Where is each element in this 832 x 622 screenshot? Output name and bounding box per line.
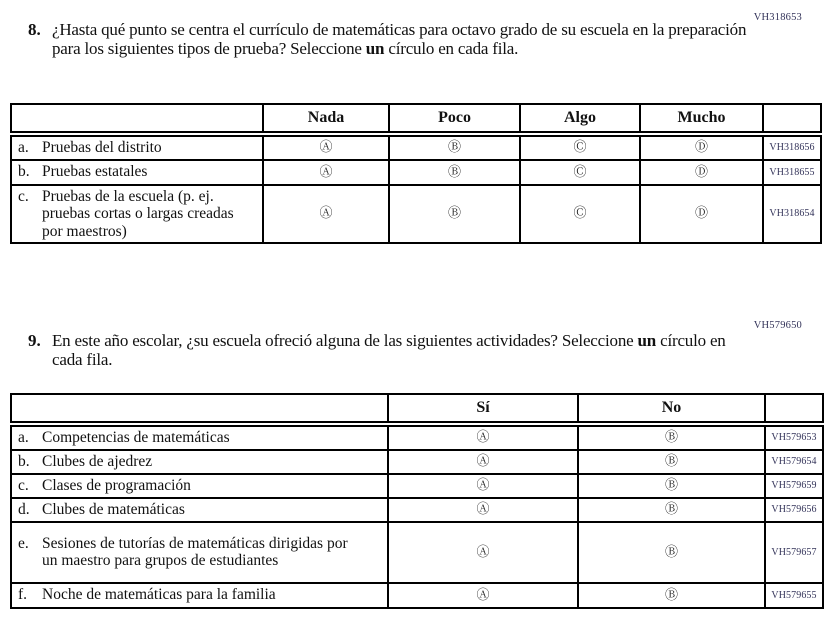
row-label-text: Competencias de matemáticas	[42, 429, 230, 446]
answer-bubble-a[interactable]: Ⓐ	[476, 502, 490, 517]
cell-poco	[389, 160, 520, 185]
cell-no	[578, 424, 765, 450]
row-accession-code: VH579655	[765, 583, 823, 608]
question8-number: 8.	[28, 20, 41, 39]
row-label-text: Clubes de ajedrez	[42, 452, 153, 470]
cell-no	[578, 474, 765, 498]
row-letter: a.	[18, 139, 29, 156]
answer-bubble-a[interactable]: Ⓐ	[319, 164, 333, 180]
table-row	[11, 450, 823, 474]
cell-si	[388, 424, 578, 450]
cell-nada	[263, 185, 389, 244]
answer-bubble-d[interactable]: Ⓓ	[694, 164, 708, 180]
answer-bubble-b[interactable]: Ⓑ	[447, 206, 461, 222]
table1-header-row	[11, 104, 821, 134]
row-accession-code: VH579653	[765, 424, 823, 450]
cell-algo	[520, 160, 640, 185]
cell-si	[388, 583, 578, 608]
answer-bubble-b[interactable]: Ⓑ	[664, 544, 678, 560]
table-row	[11, 185, 821, 244]
table1-header-mucho: Mucho	[640, 104, 763, 134]
answer-bubble-b[interactable]: Ⓑ	[664, 502, 678, 517]
table-row	[11, 134, 821, 160]
row-letter: d.	[18, 500, 30, 518]
row-label	[11, 450, 388, 474]
row-label	[11, 498, 388, 522]
row-letter: c.	[18, 187, 29, 205]
cell-si	[388, 450, 578, 474]
cell-poco	[389, 185, 520, 244]
answer-bubble-b[interactable]: Ⓑ	[664, 587, 678, 603]
cell-nada	[263, 160, 389, 185]
answer-bubble-b[interactable]: Ⓑ	[447, 140, 461, 156]
answer-bubble-c[interactable]: Ⓒ	[573, 140, 587, 156]
question8-stem-emphasis: un	[365, 39, 385, 58]
row-label	[11, 160, 263, 185]
question9-response-table	[10, 393, 824, 609]
row-accession-code: VH318655	[763, 160, 821, 185]
row-letter: b.	[18, 163, 30, 181]
question9	[28, 331, 752, 369]
row-letter: e.	[18, 534, 29, 552]
table2-header-no: No	[578, 394, 765, 424]
cell-si	[388, 522, 578, 583]
row-accession-code: VH579657	[765, 522, 823, 583]
table-row	[11, 522, 823, 583]
answer-bubble-a[interactable]: Ⓐ	[476, 430, 490, 446]
cell-si	[388, 498, 578, 522]
row-accession-code: VH579654	[765, 450, 823, 474]
table2-header-row	[11, 394, 823, 424]
table-row	[11, 498, 823, 522]
answer-bubble-d[interactable]: Ⓓ	[694, 140, 708, 156]
question8-stem-part1: ¿Hasta qué punto se centra el currículo de matemáticas para octavo grado de su escuela en la preparación para los siguientes tipos de prueba? Seleccione	[52, 20, 747, 58]
row-accession-code: VH579656	[765, 498, 823, 522]
cell-no	[578, 450, 765, 474]
table2-header-code-blank	[765, 394, 823, 424]
question9-stem-emphasis: un	[637, 331, 657, 350]
row-label-text: Pruebas de la escuela (p. ej. pruebas cortas o largas creadas por maestros)	[42, 187, 234, 240]
cell-no	[578, 498, 765, 522]
row-label-text: Noche de matemáticas para la familia	[42, 586, 276, 604]
table1-header-algo: Algo	[520, 104, 640, 134]
question9-accession-code: VH579650	[753, 320, 802, 331]
cell-mucho	[640, 160, 763, 185]
question9-stem-part1: En este año escolar, ¿su escuela ofreció alguna de las siguientes actividades? Seleccione	[52, 331, 634, 350]
row-accession-code: VH318656	[763, 134, 821, 160]
answer-bubble-c[interactable]: Ⓒ	[573, 164, 587, 180]
answer-bubble-b[interactable]: Ⓑ	[664, 478, 678, 493]
cell-poco	[389, 134, 520, 160]
table-row	[11, 424, 823, 450]
question9-stem-part2: círculo en cada fila.	[52, 331, 726, 369]
table2-header-blank	[11, 394, 388, 424]
row-label-text: Clubes de matemáticas	[42, 500, 185, 518]
table1-header-poco: Poco	[389, 104, 520, 134]
row-letter: f.	[18, 586, 28, 604]
answer-bubble-a[interactable]: Ⓐ	[319, 140, 333, 156]
row-label-text: Pruebas estatales	[42, 163, 148, 181]
row-label	[11, 474, 388, 498]
answer-bubble-d[interactable]: Ⓓ	[694, 206, 708, 222]
row-letter: a.	[18, 429, 29, 446]
question9-stem	[52, 331, 752, 369]
table-row	[11, 160, 821, 185]
question8	[28, 20, 752, 58]
row-letter: c.	[18, 476, 29, 494]
question8-stem	[52, 20, 752, 58]
question9-number: 9.	[28, 331, 41, 350]
answer-bubble-a[interactable]: Ⓐ	[476, 587, 490, 603]
answer-bubble-b[interactable]: Ⓑ	[664, 430, 678, 446]
row-label	[11, 583, 388, 608]
table1-header-code-blank	[763, 104, 821, 134]
table-row	[11, 583, 823, 608]
question8-response-table	[10, 103, 822, 244]
question8-accession-code: VH318653	[753, 12, 802, 23]
answer-bubble-b[interactable]: Ⓑ	[664, 454, 678, 469]
table-row	[11, 474, 823, 498]
cell-mucho	[640, 134, 763, 160]
cell-no	[578, 583, 765, 608]
cell-no	[578, 522, 765, 583]
table2-header-si: Sí	[388, 394, 578, 424]
row-label	[11, 185, 263, 244]
row-label	[11, 134, 263, 160]
question8-stem-part2: círculo en cada fila.	[388, 39, 519, 58]
row-label-text: Sesiones de tutorías de matemáticas dirigidas por un maestro para grupos de estudiantes	[42, 534, 348, 569]
row-accession-code: VH579659	[765, 474, 823, 498]
row-letter: b.	[18, 452, 30, 470]
row-label-text: Clases de programación	[42, 476, 191, 494]
cell-algo	[520, 185, 640, 244]
row-label-text: Pruebas del distrito	[42, 139, 162, 156]
row-label	[11, 522, 388, 583]
table1-header-blank	[11, 104, 263, 134]
cell-nada	[263, 134, 389, 160]
row-label	[11, 424, 388, 450]
answer-bubble-a[interactable]: Ⓐ	[319, 206, 333, 222]
row-accession-code: VH318654	[763, 185, 821, 244]
answer-bubble-a[interactable]: Ⓐ	[476, 454, 490, 469]
answer-bubble-b[interactable]: Ⓑ	[447, 164, 461, 180]
cell-algo	[520, 134, 640, 160]
cell-si	[388, 474, 578, 498]
cell-mucho	[640, 185, 763, 244]
table1-header-nada: Nada	[263, 104, 389, 134]
answer-bubble-a[interactable]: Ⓐ	[476, 544, 490, 560]
answer-bubble-c[interactable]: Ⓒ	[573, 206, 587, 222]
answer-bubble-a[interactable]: Ⓐ	[476, 478, 490, 493]
